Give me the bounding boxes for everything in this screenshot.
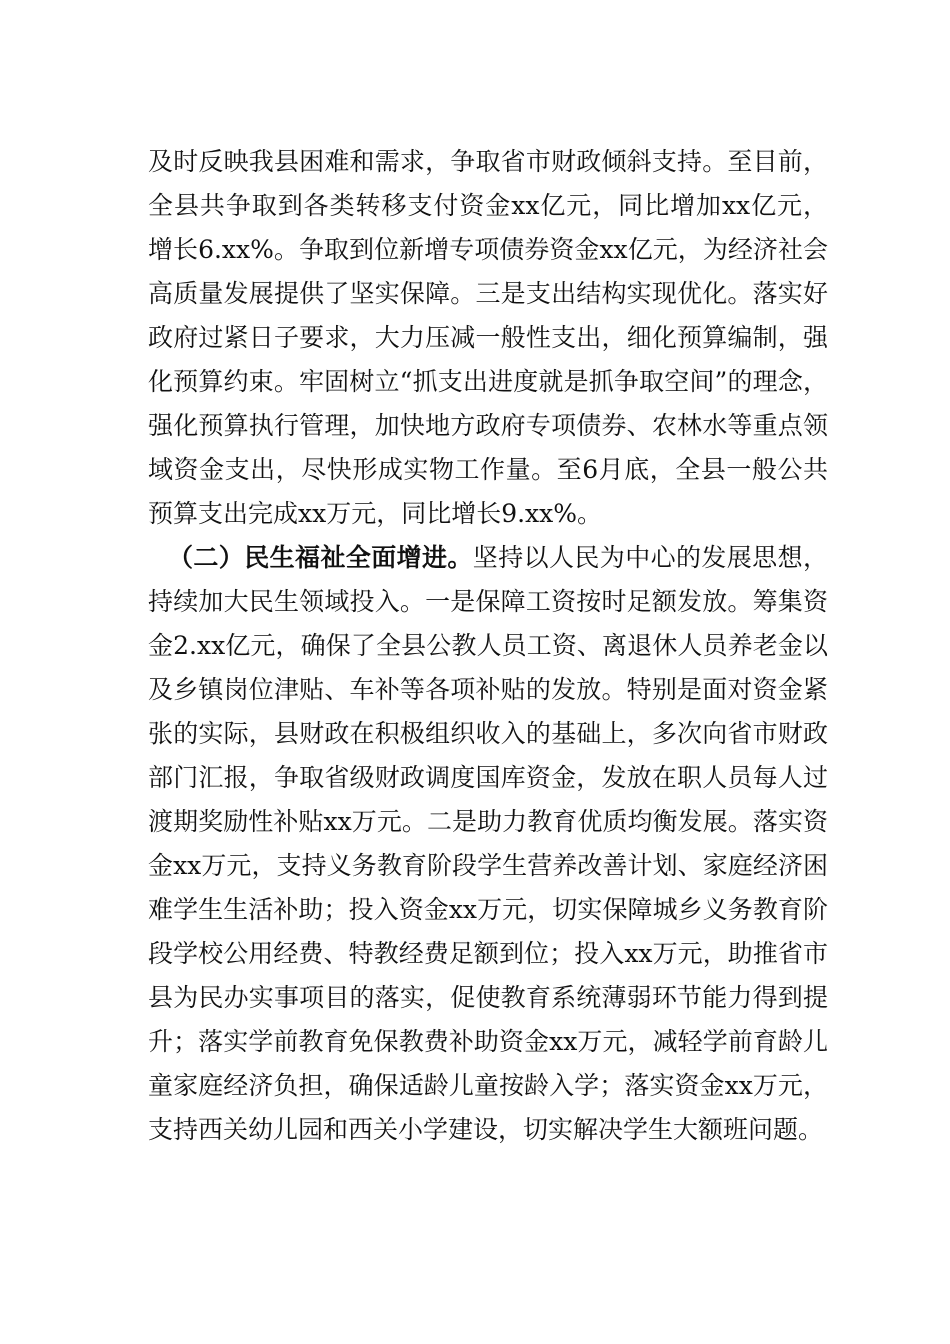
paragraph-first-line <box>148 536 828 580</box>
text-line: 支持西关幼儿园和西关小学建设，切实解决学生大额班问题。 <box>148 1115 824 1144</box>
text-line: 及时反映我县困难和需求，争取省市财政倾斜支持。至目前， <box>148 147 828 176</box>
text-line: 及乡镇岗位津贴、车补等各项补贴的发放。特别是面对资金紧 <box>148 675 828 704</box>
text-line: 金2.xx亿元，确保了全县公教人员工资、离退休人员养老金以 <box>148 631 828 660</box>
text-line: 张的实际，县财政在积极组织收入的基础上，多次向省市财政 <box>148 719 828 748</box>
text-line: 增长6.xx%。争取到位新增专项债券资金xx亿元，为经济社会 <box>148 235 828 264</box>
text-line: 段学校公用经费、特教经费足额到位；投入xx万元，助推省市 <box>148 939 828 968</box>
text-line: 渡期奖励性补贴xx万元。二是助力教育优质均衡发展。落实资 <box>148 807 828 836</box>
text-line: 童家庭经济负担，确保适龄儿童按龄入学；落实资金xx万元， <box>148 1071 828 1100</box>
text-line: 升；落实学前教育免保教费补助资金xx万元，减轻学前育龄儿 <box>148 1027 828 1056</box>
text-line: 全县共争取到各类转移支付资金xx亿元，同比增加xx亿元， <box>148 191 828 220</box>
text-line: 预算支出完成xx万元，同比增长9.xx%。 <box>148 499 603 528</box>
paragraph-livelihood <box>148 536 828 1152</box>
text-line: 政府过紧日子要求，大力压减一般性支出，细化预算编制，强 <box>148 323 828 352</box>
text-line: 县为民办实事项目的落实，促使教育系统薄弱环节能力得到提 <box>148 983 828 1012</box>
text-line: 持续加大民生领域投入。一是保障工资按时足额发放。筹集资 <box>148 587 828 616</box>
text-line: 化预算约束。牢固树立“抓支出进度就是抓争取空间”的理念， <box>148 367 828 396</box>
text-line: 高质量发展提供了坚实保障。三是支出结构实现优化。落实好 <box>148 279 828 308</box>
text-line: 部门汇报，争取省级财政调度国库资金，发放在职人员每人过 <box>148 763 828 792</box>
section-heading: （二）民生福祉全面增进。 <box>168 543 473 572</box>
paragraph-fiscal <box>148 140 828 536</box>
document-body <box>148 140 828 1152</box>
heading-followup-text: 坚持以人民为中心的发展思想， <box>472 543 828 572</box>
text-line: 域资金支出，尽快形成实物工作量。至6月底，全县一般公共 <box>148 455 828 484</box>
text-line: 难学生生活补助；投入资金xx万元，切实保障城乡义务教育阶 <box>148 895 828 924</box>
text-line: 强化预算执行管理，加快地方政府专项债券、农林水等重点领 <box>148 411 828 440</box>
text-line: 金xx万元，支持义务教育阶段学生营养改善计划、家庭经济困 <box>148 851 828 880</box>
